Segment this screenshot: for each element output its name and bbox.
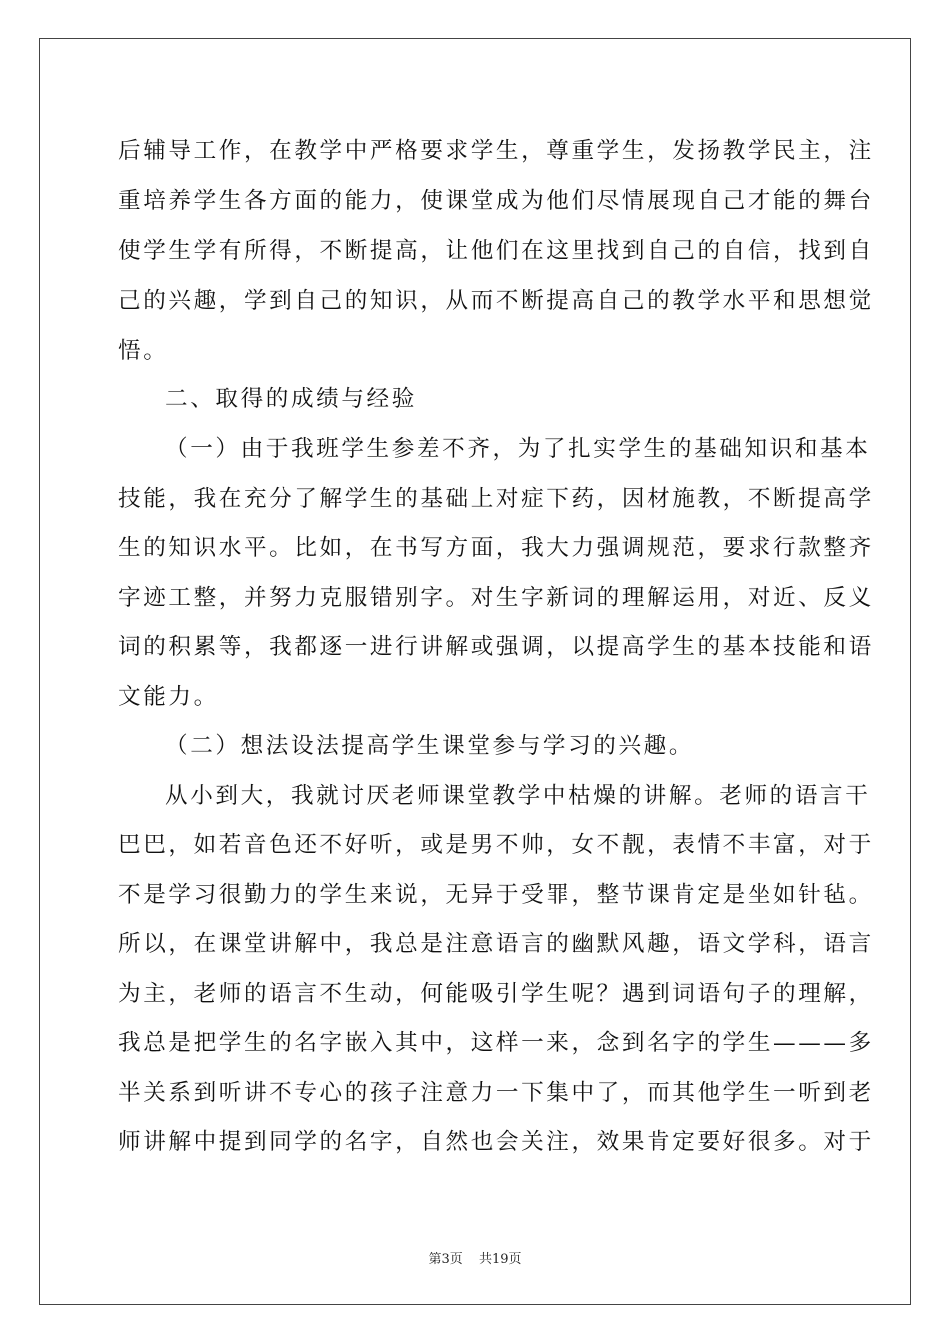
text-line: 不是学习很勤力的学生来说，无异于受罪，整节课肯定是坐如针毡。 <box>118 882 874 908</box>
text-line: 从小到大，我就讨厌老师课堂教学中枯燥的讲解。老师的语言干 <box>165 783 871 809</box>
text-line: 字迹工整，并努力克服错别字。对生字新词的理解运用，对近、反义 <box>118 585 874 611</box>
text-line: 为主，老师的语言不生动，何能吸引学生呢？遇到词语句子的理解， <box>118 981 874 1007</box>
text-line: 词的积累等，我都逐一进行讲解或强调，以提高学生的基本技能和语 <box>118 634 874 660</box>
section-heading: 二、取得的成绩与经验 <box>165 386 417 412</box>
text-line: 半关系到听讲不专心的孩子注意力一下集中了，而其他学生一听到老 <box>118 1080 874 1106</box>
subsection-heading: （二）想法设法提高学生课堂参与学习的兴趣。 <box>165 733 695 759</box>
text-line: 己的兴趣，学到自己的知识，从而不断提高自己的教学水平和思想觉 <box>118 288 874 314</box>
text-line: 技能，我在充分了解学生的基础上对症下药，因材施教，不断提高学 <box>118 486 874 512</box>
text-line: 我总是把学生的名字嵌入其中，这样一来，念到名字的学生———多 <box>118 1030 874 1056</box>
page-total: 共19页 <box>478 1252 522 1267</box>
text-line: 后辅导工作，在教学中严格要求学生，尊重学生，发扬教学民主，注 <box>118 138 874 164</box>
text-line: 悟。 <box>118 338 169 364</box>
text-line: 巴巴，如若音色还不好听，或是男不帅，女不靓，表情不丰富，对于 <box>118 832 874 858</box>
text-line: 文能力。 <box>118 684 219 710</box>
text-line: 生的知识水平。比如，在书写方面，我大力强调规范，要求行款整齐 <box>118 535 874 561</box>
page-footer <box>0 1248 950 1267</box>
text-line: 使学生学有所得，不断提高，让他们在这里找到自己的自信，找到自 <box>118 238 874 264</box>
text-line: 师讲解中提到同学的名字，自然也会关注，效果肯定要好很多。对于 <box>118 1129 874 1155</box>
text-line: （一）由于我班学生参差不齐，为了扎实学生的基础知识和基本 <box>165 436 871 462</box>
page-border <box>39 38 911 1305</box>
page-number: 第3页 <box>428 1252 463 1267</box>
text-line: 所以，在课堂讲解中，我总是注意语言的幽默风趣，语文学科，语言 <box>118 931 874 957</box>
text-line: 重培养学生各方面的能力，使课堂成为他们尽情展现自己才能的舞台 <box>118 188 874 214</box>
